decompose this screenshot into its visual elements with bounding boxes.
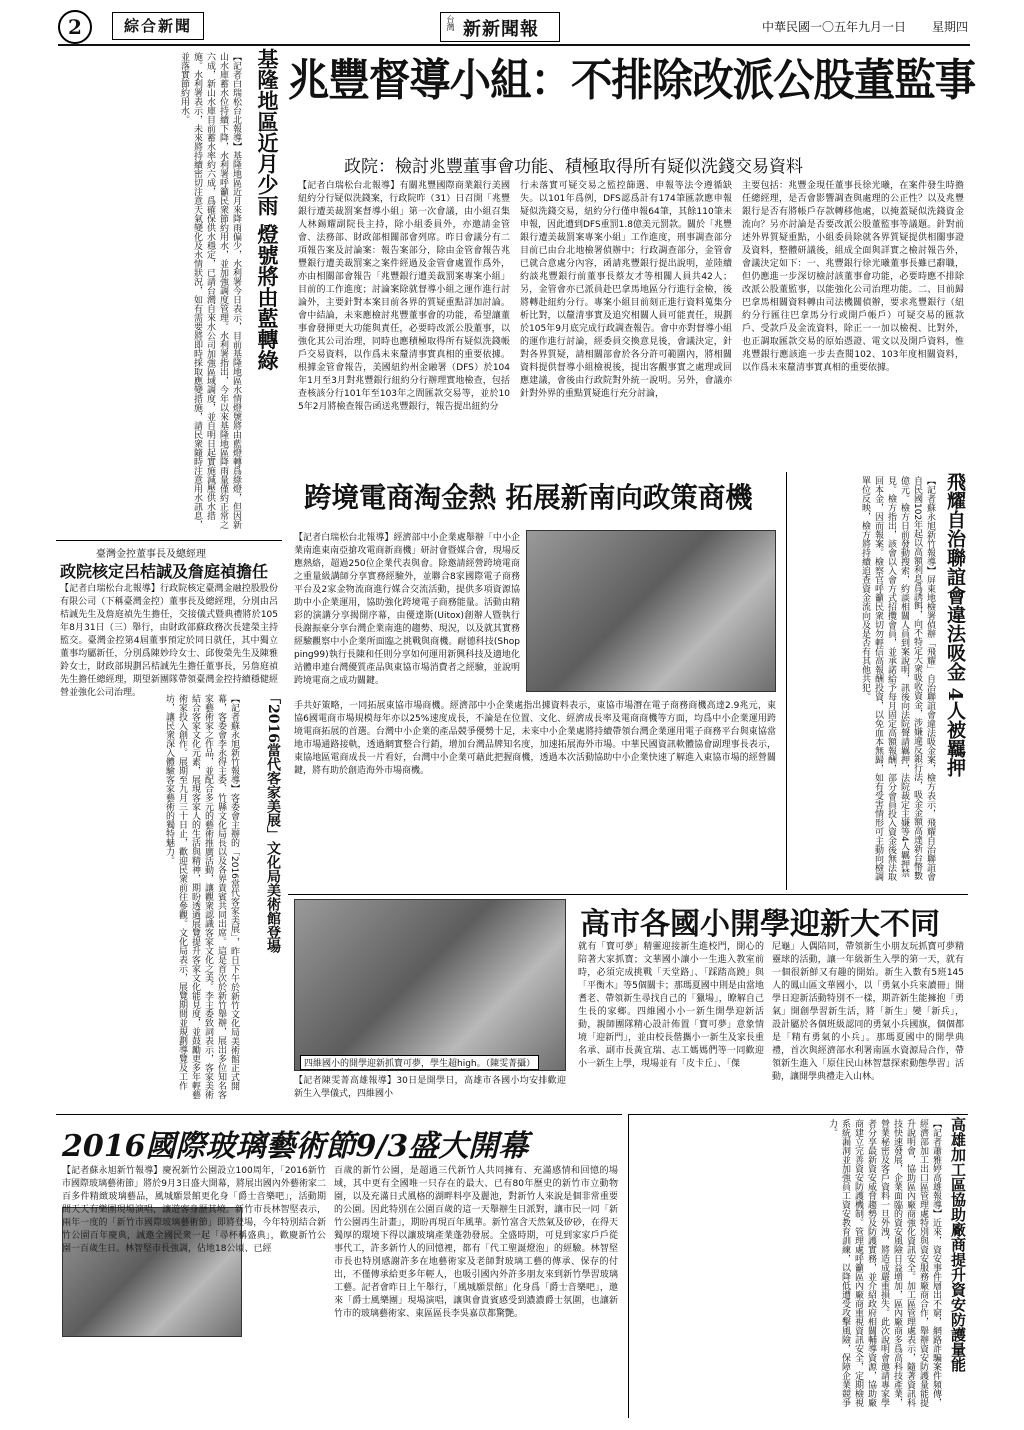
school-photo-caption: 四維國小的開學迎新抓寶可夢，學生超high。（陳雯菁攝） — [300, 1055, 539, 1070]
lead-column-1: 【記者白瑞松台北報導】有關兆豐國際商業銀行美國紐約分行疑似洗錢案，行政院昨（31）日召開「兆豐銀行遭美裁罰案督導小組」第一次會議，由小組召集人林錫耀副院長主持，除小組委員外，亦邀請金管會、法務部、財政部相關部會列席。昨日會議分有二項報告案及討論案：報告案部分，除由金管會報告兆豐銀行遭美裁罰案之案件經過及金管會處置作爲外，亦由相關部會報告「兆豐銀行遭美裁罰案專案小組」目前的工作進度；討論案除就督導小組之運作進行討論外，主要針對本案目前各界的質疑重點詳加討論。會中結論，未來應檢討兆豐董事會的功能，希望讓董事會發揮更大功能與責任，必要時改派公股董事，以強化其公司治理，同時也應積極取得所有疑似洗錢帳戶交易資料，以作爲未來釐清事實真相的重要依據。根據金管會報告，美國紐約州金融署（DFS）於104年1月至3月對兆豐銀行紐約分行辦理實地檢查，包括查核該分行101年至103年之間匯款交易等，並於105年2月將檢查報告函送兆豐銀行，報告提出紐約分 — [298, 181, 510, 412]
masthead — [440, 12, 560, 42]
taiwan-finance-headline: 政院核定呂桔誠及詹庭禎擔任 — [60, 562, 269, 581]
lead-subhead: 政院：檢討兆豐董事會功能、積極取得所有疑似洗錢交易資料 — [344, 157, 803, 177]
ecommerce-headline: 跨境電商淘金熱 拓展新南向政策商機 — [304, 481, 753, 514]
page-header — [0, 0, 1024, 44]
hakka-body: 【記者蘇永旭新竹報導】客委會主辦的「2016當代客家美展」，昨日下午於新竹文化局美術館正式開幕，客委會李永得主委、竹縣文化局長以及各界貴賓共同出席。這是首次於新竹舉辦，展出多位知名客家藝術家之作品，並配合多元的藝術推廣活動，讓觀衆認識客家文化之美。李主委致詞表示，客家美術結合客家文化元素，展現客家人的生活與精神，期盼透過展覽提升客家文化能見度，並鼓勵更多年輕藝術家投入創作。展期至九月三十日止，歡迎民衆前往參觀。文化局表示，展覽期間並規劃導覽及工作坊，讓民衆深入體驗客家藝術的獨特魅力。 — [164, 694, 239, 1099]
gaoxiong-article — [628, 1114, 968, 1418]
lead-headline: 兆豐督導小組：不排除改派公股董監事 — [288, 55, 976, 106]
section-label: 綜合新聞 — [112, 12, 204, 40]
lead-column-3: 主要包括：兆豐金現任董事長徐光曦，在案件發生時擔任總經理，是否會影響調查與處理的公正性？以及兆豐銀行是否有將帳戶存款轉移他處，以掩蓋疑似洗錢資金流向？另亦討論是否要改派公股董監事等議題。針對前述外界質疑重點，小組委員除就各界質疑提供相關事證及資料，整體研議後，組成全面與詳實之檢討報告外，會議決定如下：一、兆豐銀行徐光曦董事長雖已辭職，但仍應進一步深切檢討該董事會功能，必要時應不排除改派公股董監事，以能強化公司治理功能。二、目前歸巴拿馬相關資料轉由司法機關偵辦，要求兆豐銀行（紐約分行匯往巴拿馬分行或開戶帳戶）可疑交易的匯款戶、受款戶及金流資料，除正一一加以檢視、比對外，也正調取匯款交易的原始憑證、電文以及開戶資料，惟兆豐銀行應該進一步去查閱102、103年度相關資料，以作爲未來釐清事實真相的重要依據。 — [742, 181, 964, 373]
header-rule — [58, 44, 970, 46]
ecommerce-article — [288, 472, 780, 890]
school-column-1: 就有「寶可夢」精靈迎接新生進校門，開心的陪著大家抓寶；文華國小讓小一生進入教室前時，必須完成挑戰「天堂路」、「踩踏高蹺」與「平衡木」等5個關卡；那瑪夏國中則是由當地耆老、帶領新生尋找自己的「獵場」，瞭解自己生長的家鄉。四維國小小一新生開學迎新活動，親師團隊精心設計佈置「寶可夢」意象情境「迎新門」，並由校長偕攜小一新生及家長重名承、副市長黃宜瑞、志工媽媽們等一同歡迎小一新生上學，現場並有「皮卡丘」、「傑 — [578, 942, 764, 1069]
gaoxiong-headline: 高雄加工區協助廠商提升資安防護量能 — [949, 1117, 967, 1372]
ecommerce-body-1: 【記者白瑞松台北報導】經濟部中小企業處舉辦「中小企業南進東南亞搶攻電商新商機」研討會暨媒合會，現場反應熱絡，超過250位企業代表與會。除邀請經營跨境電商之重量級講師分享實務經驗外，並聯合8家國際電子商務平台及2家金物流商進行媒合交流活動，提供多項資源協助中小企業運用，協助強化跨境電子商務能量。活動由精彩的演講分享揭開序幕，由優達斯(Uitox)創辦人暨執行長謝振豪分享台灣企業南進的趨勢、現況，以及就其實務經驗觀察中小企業所面臨之挑戰與商機。耐德科技(Shopping99)執行長陳和任則分享如何運用新興科技及適地化站體串連台灣優質產品與東協市場消費者之經驗，並說明跨境電商之成功關鍵。 — [294, 533, 520, 686]
masthead-title: 新新聞報 — [463, 19, 539, 40]
feiyao-body: 【記者蘇永旭新竹報導】屏東地檢署偵辦「飛耀」自治聯誼會違法吸金案，檢方表示，飛耀自治聯誼會自民國102年起以高額利息爲誘餌，向不特定大衆吸收資金，涉嫌違反銀行法，吸金金額高達新台幣數億元。檢方日前發動搜索，約談相關人員到案說明，訊後向法院聲請羈押，法院裁定主嫌等4人羈押禁見。檢方指出，該會以入會方式招攬會員，並承諾給予每月固定高額報酬，部分會員投入資金後無法取回本金，因而報案。檢察官呼籲民衆切勿輕信高報酬投資，以免血本無歸，如有受害情形可主動向檢調單位反映，檢方將持續追查資金流向及是否有其他共犯。 — [860, 476, 935, 881]
school-photo — [294, 899, 566, 1071]
taiwan-finance-article — [56, 540, 282, 698]
keelung-body: 【記者白瑞松台北報導】基隆地區近月來降雨偏少，水利署今日表示，目前基隆地區水情燈號將由藍燈轉爲綠燈，但因新山水庫蓄水位持續下降，水利署呼籲民衆節約用水，並加強調度管理。水利署指出，今年以來基隆地區降雨量僅約正常之六成，新山水庫目前蓄水率約六成，爲確保供水穩定，已請台灣自來水公司加強區域調度，並自明日起實施減壓供水措施。水利署表示，未來將持續密切注意天氣變化及水情狀況，如有需要將即時採取應變措施，請民衆隨時注意用水訊息，並落實節約用水。 — [179, 52, 241, 529]
page-number: 2 — [58, 10, 92, 44]
ecommerce-photo — [526, 530, 776, 692]
school-headline: 高市各國小開學迎新大不同 — [580, 907, 940, 942]
ecommerce-body-2: 手共好策略，一同拓展東協市場商機。經濟部中小企業處指出據資料表示，東協市場潛在電子商務商機高達2.9兆元，東協6國電商市場規模每年亦以25%速度成長，不論是在位置、文化、經濟成長率及電商商機等方面，均爲中小企業運用跨境電商拓展的首選。台灣中小企業的產品競爭優勢十足，未來中小企業處將持續帶領台灣企業運用電子商務平台與東協當地市場通路接軌，透過網實整合行銷，增加台灣品牌知名度，加速拓展海外市場。中華民國資訊軟體協會副理事長表示，東協地區電商成長一片看好，台灣中小企業可藉此把握商機，透過本次活動協助中小企業快速了解進入東協市場的經營關鍵，將有助於創造海外市場商機。 — [294, 701, 776, 776]
feiyao-article — [786, 472, 968, 890]
school-lede: 【記者陳雯菁高雄報導】30日是開學日，高雄市各國小均安排歡迎新生入學儀式，四維國小 — [294, 1076, 566, 1099]
taiwan-finance-kicker: 臺灣金控董事長及總經理 — [96, 549, 206, 560]
hakka-article — [56, 690, 282, 1110]
hakka-headline: 「2016當代客家美展」文化局美術館登場 — [265, 690, 281, 953]
masthead-tag: 台灣 — [446, 15, 455, 31]
lead-column-2: 行未落實可疑交易之監控篩選、申報等法令遵循缺失。以101年爲例，DFS認爲計有174筆匯款應申報疑似洗錢交易，紐約分行僅申報64筆，其餘110筆未申報，因此遭到DFS重罰1.8億美元罰款。關於「兆豐銀行遭美裁罰案專案小組」工作進度，刑事調查部分目前已由台北地檢署偵辦中；行政調查部分，金管會已就合意處分內容，函請兆豐銀行提出說明，並陸續約談兆豐銀行前董事長蔡友才等相關人員共42人；另，金管會亦已派員赴巴拿馬地區分行進行金檢，後將轉赴紐約分行。專案小組目前刻正進行資料蒐集分析比對，以釐清事實及追究相關人員可能責任，規劃於105年9月底完成行政調查報告。會中亦對督導小組的運作進行討論，經委員交換意見後，會議決定，針對各界質疑，請相關部會於各分許可範圍內，將相關資料提供督導小組檢視後，提出客觀事實之處理或回應建議，會後由行政院對外統一說明。另外，會議亦針對外界的重點質疑進行充分討論， — [520, 181, 732, 399]
festival-article — [56, 1114, 622, 1418]
festival-column-2: 百歲的新竹公園，是超過三代新竹人共同擁有、充滿感情和回憶的場域，其中更有全國唯一只存在的最大、已有80年歷史的新竹市立動物園，以及充滿日式風格的湖畔料亭及麗池，對新竹人來說是個非常重要的公園。因此特別在公園百歲的這一天舉辦生日派對，讓市民一同「新竹公園再生計畫」，期盼再現百年風華。新竹富含天然氣及矽砂，在得天獨厚的環境下得以讓玻璃產業蓬勃發展。全盛時期，可見到家家戶戶從事代工，許多新竹人的回憶裡，都有「代工聖誕燈泡」的經驗。林智堅市長也特別感謝許多在地藝術家及老師對玻璃工藝的傳承、保存的付出，不僅傳承給更多年輕人，也吸引國內外許多朋友來到新竹學習玻璃工藝。記者會昨日上午舉行，「風城願景館」化身爲「爵士音樂吧」，邀來「爵士風樂團」現場演唱，讓與會貴賓感受到濃濃爵士氛圍，也讓新竹市的玻璃藝術家、東區區長李吳嘉苡都驚艷。 — [334, 1166, 618, 1319]
school-article — [288, 894, 968, 1112]
gaoxiong-body: 【記者蕭雅婷高雄報導】近來，資安事件層出不窮，網路詐騙案件頻傳，經濟部加工出口區管理處特別與資安服務廠商合作，舉辦資安防護量能提升說明會，協助區內廠商強化資訊安全。加工區管理處表示，隨著資訊科技快速發展，企業面臨的資安風險日益增加，區內廠商多爲高科技產業，營業秘密及客戶資料一旦外洩，將造成嚴重損失。此次說明會邀請專家學者分享最新資安威脅趨勢及防護實務，並介紹政府相關輔導資源，協助廠商建立完善資安防護機制。管理處呼籲區內廠商重視資訊安全，定期檢視系統漏洞並加強員工資安教育訓練，以降低遭受攻擊風險，保障企業競爭力。 — [827, 1119, 941, 1407]
keelung-article — [56, 48, 282, 538]
issue-date: 中華民國一〇五年九月一日 — [762, 20, 907, 34]
keelung-headline: 基隆地區近月少雨 燈號將由藍轉綠 — [255, 48, 280, 371]
school-column-2: 尼龜」人偶陪同，帶領新生小朋友玩抓寶可夢精靈球的活動，讓一年級新生入學的第一天，就有一個很新鮮又有趣的開始。新生入數有5班145人的鳳山區文華國小，以「勇氣小兵來讀冊」開學日迎新活動特別不一樣，期許新生能擁抱「勇氣」開創學習新生活，將「新生」變「新兵」，設計屬於各個班級認同的勇氣小兵國旗，個個都是「精有勇氣的小兵」。那瑪夏國中的開學典禮，首次與經濟部水利署南區水資源局合作，帶領新生進入「原住民山林智慧探索動態學習」活動，讓開學典禮走入山林。 — [772, 942, 964, 1082]
lead-article — [288, 48, 976, 466]
feiyao-headline: 飛耀自治聯誼會違法吸金 4人被羈押 — [944, 472, 966, 777]
festival-column-1: 【記者蘇永旭新竹報導】慶祝新竹公園設立100周年，「2016新竹市國際玻璃藝術節」將於9月3日盛大開幕，將展出國內外藝術家二百多件精緻玻璃藝品，風城願景館更化身「爵士音樂吧」，活動期間天天有樂團現場演唱，讓遊客身歷其境。新竹市長林智堅表示，兩年一度的「新竹市國際玻璃藝術節」即將登場，今年特別結合新竹公園百年慶典，誠邀全國民衆一起「尋杯稱盛典」，歡慶新竹公園一百歲生日。林智堅市長強調，佔地18公頃、已經 — [62, 1166, 326, 1254]
festival-headline: 2016國際玻璃藝術節9/3盛大開幕 — [62, 1129, 529, 1164]
issue-weekday: 星期四 — [932, 20, 969, 34]
taiwan-finance-body: 【記者白瑞松台北報導】行政院核定臺灣金融控股股份有限公司（下稱臺灣金控）董事長及總經理，分別由呂桔誠先生及詹庭禎先生擔任，交接儀式暨典禮將於105年8月31日（三）舉行，由財政部蘇政務次長建榮主持監交。臺灣金控第4屆董事預定於同日就任，其中獨立董事均屬新任，分別爲陳妙玲女士、邱俊榮先生及陳雅鈴女士，財政部規劃呂桔誠先生擔任董事長，另詹庭禎先生擔任總經理，期望新團隊帶領臺灣金控持續穩健經營並強化公司治理。 — [60, 584, 278, 698]
